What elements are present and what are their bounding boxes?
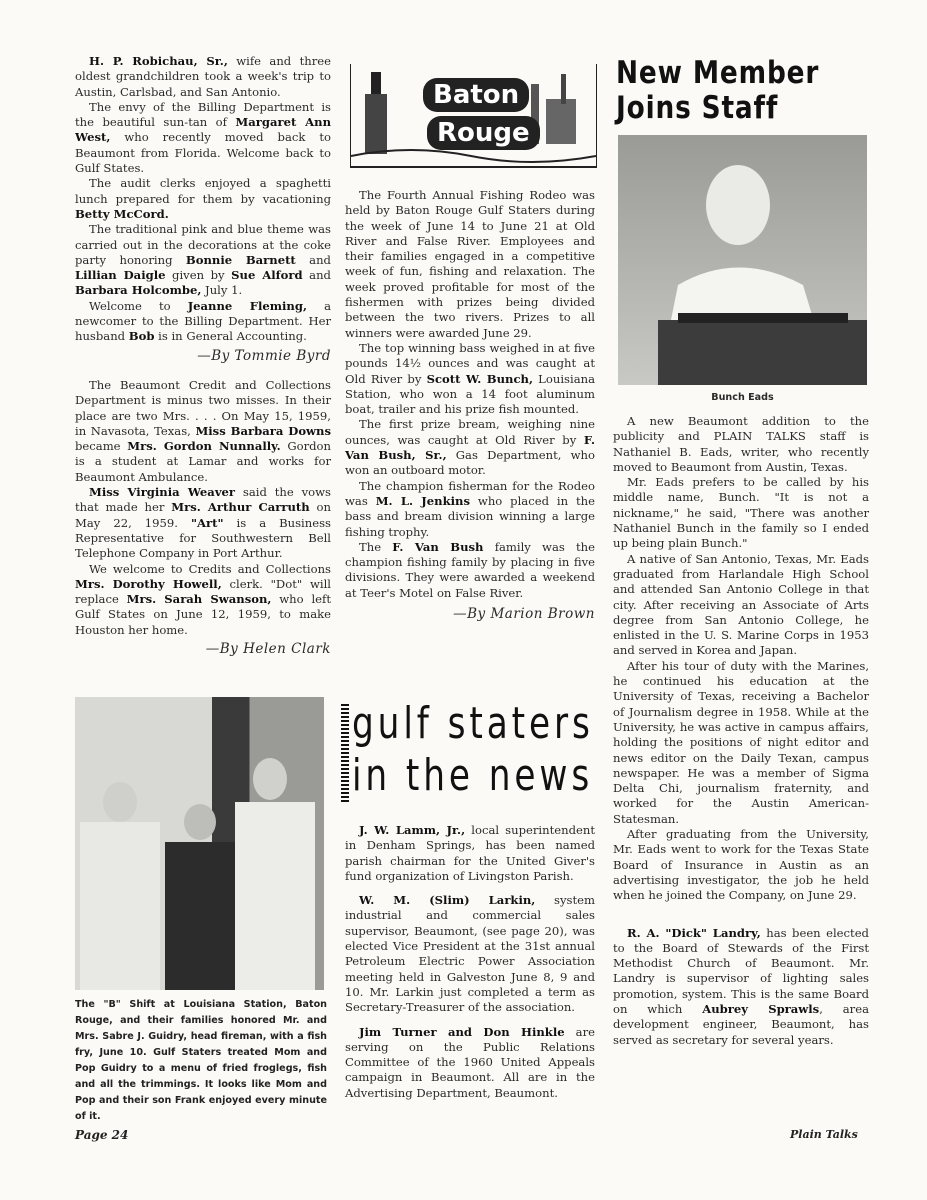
paragraph (75, 54, 331, 100)
gulf-staters-in-the-news-heading (352, 698, 594, 802)
text-run: Louisiana Station, who won a 14 foot aluminum boat, trailer and his prize fish mounted. (345, 371, 595, 417)
heading-decoration-bar (341, 704, 349, 804)
text-run: The Fourth Annual Fishing Rodeo was held by Baton Rouge Gulf Staters during the week of June 14 to June 21 at Old River and False River. Employees and their families engaged in a competitive week of fun, fishing and relaxation. The week proved profitable for most of the fishermen with prizes being divided between the two rivers. Prizes to all winners were awarded June 29. (345, 188, 595, 340)
paragraph (345, 417, 595, 478)
text-run: is a Business Representative for Southwestern Bell Telephone Company in Port Arthur. (75, 515, 331, 561)
text-run: on May 22, 1959. (75, 500, 331, 530)
byline: —By Tommie Byrd (197, 347, 331, 364)
landry-news (613, 926, 869, 1048)
text-run: Gas Department, who won an outboard motor. (345, 448, 595, 478)
byline: —By Helen Clark (205, 640, 331, 657)
people-photo-illustration (75, 697, 324, 990)
name-highlight: Aubrey Sprawls (702, 1001, 820, 1016)
paragraph (345, 341, 595, 417)
text-run: The traditional pink and blue theme was carried out in the decorations at the coke party honoring (75, 222, 331, 267)
new-member-heading (616, 56, 819, 126)
paragraph (345, 540, 595, 601)
name-highlight: F. Van Bush (392, 539, 484, 554)
text-run: We welcome to Credits and Collections (89, 561, 331, 576)
text-run: are serving on the Public Relations Committee of the 1960 United Appeals campaign in Beaumont. All are in the Advertising Department, Beaumont. (345, 1024, 595, 1100)
name-highlight: Miss Barbara Downs (195, 423, 331, 438)
heading-line: in the news (352, 750, 594, 801)
column-1-top (75, 54, 331, 657)
name-highlight: Bob (128, 329, 155, 344)
text-run: and (295, 252, 331, 267)
text-run: is in General Accounting. (154, 329, 307, 344)
text-run: said the vows that made her (75, 485, 331, 515)
text-run: became (75, 439, 128, 454)
name-highlight: Lillian Daigle (75, 268, 166, 283)
column-3-body (613, 414, 869, 1048)
paragraph (345, 1025, 595, 1101)
name-highlight: Margaret Ann West, (75, 115, 331, 145)
logo-word-baton: Baton (423, 78, 529, 112)
paragraph (613, 552, 869, 659)
name-highlight: H. P. Robichau, Sr., (89, 54, 228, 68)
text-run: The audit clerks enjoyed a spaghetti lunch prepared for them by vacationing (75, 176, 331, 206)
text-run: After graduating from the University, Mr. Eads went to work for the Texas State Board of Insurance in Austin as an advertising investigator, the job he held when he joined the Company, on June 29. (613, 827, 869, 903)
new-member-article (613, 414, 869, 904)
name-highlight: Mrs. Dorothy Howell, (75, 576, 222, 591)
column-2-top (345, 188, 595, 622)
fish-fry-photo (75, 697, 324, 990)
paragraph (75, 176, 331, 222)
text-run: The champion fisherman for the Rodeo was (345, 478, 595, 508)
text-run: The Beaumont Credit and Collections Department is minus two misses. In their place are two Mrs. . . . On May 15, 1959, in Navasota, Texas, (75, 377, 331, 438)
page-number: Page 24 (75, 1128, 129, 1142)
name-highlight: "Art" (190, 515, 224, 530)
heading-line: New Member (616, 55, 820, 91)
text-run: given by (165, 268, 232, 283)
name-highlight: Scott W. Bunch, (426, 371, 533, 386)
paragraph (613, 926, 869, 1048)
text-run: The (359, 539, 393, 554)
column-2-bottom (345, 823, 595, 1101)
name-highlight: Mrs. Sarah Swanson, (126, 592, 272, 607)
name-highlight: F. Van Bush, Sr., (345, 432, 595, 463)
logo-word-rouge: Rouge (427, 116, 540, 150)
billing-news (75, 54, 331, 345)
name-highlight: R. A. "Dick" Landry, (627, 925, 761, 940)
paragraph (613, 659, 869, 827)
paragraph (75, 378, 331, 485)
paragraph (613, 475, 869, 551)
text-run: and (302, 268, 331, 283)
text-run: Welcome to (89, 298, 188, 313)
paragraph (613, 414, 869, 475)
paragraph (75, 100, 331, 176)
baton-rouge-logo (350, 64, 597, 168)
name-highlight: Barbara Holcombe, (75, 283, 202, 298)
text-run: family was the champion fishing family by placing in five divisions. They were awarded a weekend at Teer's Motel on False River. (345, 539, 595, 600)
paragraph (75, 562, 331, 638)
heading-line: Joins Staff (616, 90, 779, 126)
text-run: who left Gulf States on June 12, 1959, to make Houston her home. (75, 592, 331, 637)
text-run: wife and three oldest grandchildren took a week's trip to Austin, Carlsbad, and San Antonio. (75, 54, 331, 99)
photo-caption: The "B" Shift at Louisiana Station, Baton Rouge, and their families honored Mr. and Mrs. Sabre J. Guidry, head fireman, with a fish fry, June 10. Gulf Staters treated Mom and Pop Guidry to a menu of fried froglegs, fish and all the trimmings. It looks like Mom and Pop and their son Frank enjoyed every minute of it. (75, 999, 327, 1122)
paragraph (75, 485, 331, 561)
paragraph (345, 188, 595, 341)
heading-line: gulf staters (352, 698, 594, 749)
text-run: The envy of the Billing Department is the beautiful sun-tan of (75, 99, 331, 130)
text-run: who placed in the bass and bream division winning a large fishing trophy. (345, 493, 595, 539)
paragraph (75, 222, 331, 298)
text-run: After his tour of duty with the Marines, he continued his education at the University of Texas, receiving a Bachelor of Journalism degree in 1958. While at the University, he was active in campus affairs, holding the positions of night editor and news editor on the Daily Texan, campus newspaper. He was a member of Sigma Delta Chi, journalism fraternity, and worked for the Austin American-Statesman. (613, 658, 869, 826)
text-run: system industrial and commercial sales supervisor, Beaumont, (see page 20), was elected Vice President at the 31st annual Petroleum Electric Power Association meeting held in Galveston June 8, 9 and 10. Mr. Larkin just completed a term as Secretary-Treasurer of the association. (345, 893, 595, 1015)
text-run: The top winning bass weighed in at five pounds 14½ ounces and was caught at Old River by (345, 340, 595, 386)
text-run: a newcomer to the Billing Department. Her husband (75, 298, 331, 344)
text-run: local superintendent in Denham Springs, has been named parish chairman for the United Giver's fund organization of Livingston Parish. (345, 823, 595, 883)
text-run: has been elected to the Board of Stewards of the First Methodist Church of Beaumont. Mr. Landry is supervisor of lighting sales promotion, system. This is the same Board on which (613, 925, 869, 1016)
text-run: A native of San Antonio, Texas, Mr. Eads graduated from Harlandale High School and attended San Antonio College in that city. After receiving an Associate of Arts degree from San Antonio College, he enlisted in the U. S. Marine Corps in 1953 and served in Korea and Japan. (613, 551, 869, 658)
publication-name: Plain Talks (790, 1128, 858, 1141)
text-run: A new Beaumont addition to the publicity and PLAIN TALKS staff is Nathaniel B. Eads, writer, who recently moved to Beaumont from Austin, Texas. (613, 414, 869, 474)
byline: —By Marion Brown (453, 606, 595, 623)
credit-collections-news (75, 378, 331, 638)
name-highlight: W. M. (Slim) Larkin, (359, 893, 536, 908)
photo-caption: Bunch Eads (711, 392, 774, 403)
text-run: , area development engineer, Beaumont, has served as secretary for several years. (613, 1001, 869, 1047)
name-highlight: Betty McCord. (75, 206, 169, 221)
paragraph (345, 823, 595, 884)
text-run: The first prize bream, weighing nine ounces, was caught at Old River by (345, 417, 595, 447)
bunch-eads-photo (618, 135, 867, 385)
paragraph (75, 299, 331, 345)
name-highlight: M. L. Jenkins (375, 493, 470, 508)
name-highlight: Jeanne Fleming, (187, 298, 307, 313)
paragraph (613, 827, 869, 903)
text-run: July 1. (201, 283, 243, 298)
portrait-illustration (618, 135, 867, 385)
news-items (345, 823, 595, 1101)
name-highlight: J. W. Lamm, Jr., (359, 823, 466, 837)
name-highlight: Jim Turner and Don Hinkle (359, 1024, 565, 1039)
text-run: Mr. Eads prefers to be called by his middle name, Bunch. "It is not a nickname," he said, "There was another Nathaniel Bunch in the family so I ended up being plain Bunch." (613, 475, 869, 551)
text-run: clerk. "Dot" will replace (75, 576, 331, 607)
name-highlight: Mrs. Arthur Carruth (171, 500, 310, 515)
name-highlight: Bonnie Barnett (185, 252, 296, 267)
name-highlight: Mrs. Gordon Nunnally. (127, 439, 281, 454)
paragraph (345, 479, 595, 540)
fishing-rodeo-article (345, 188, 595, 601)
paragraph (345, 893, 595, 1015)
text-run: Gordon is a student at Lamar and works for Beaumont Ambulance. (75, 439, 331, 484)
name-highlight: Sue Alford (231, 268, 303, 283)
text-run: who recently moved back to Beaumont from Florida. Welcome back to Gulf States. (75, 130, 331, 176)
name-highlight: Miss Virginia Weaver (89, 485, 236, 500)
